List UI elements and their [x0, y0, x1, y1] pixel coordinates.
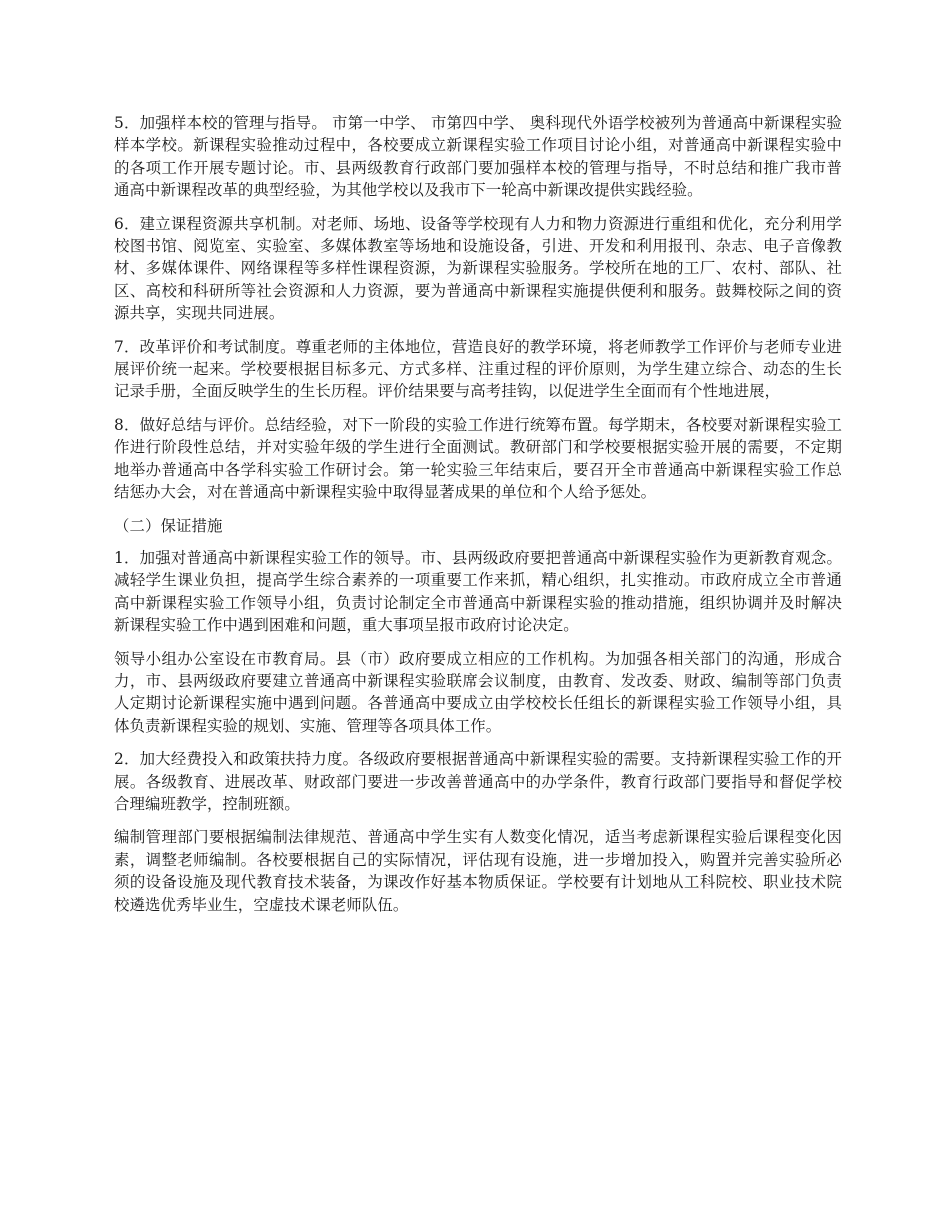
section-heading-guarantee-measures: （二）保证措施	[114, 516, 223, 535]
paragraph-item-6: 6．建立课程资源共享机制。对老师、场地、设备等学校现有人力和物力资源进行重组和优化，充分利用学校图书馆、阅览室、实验室、多媒体教室等场地和设施设备，引进、开发和利用报刊、杂志、电子音像教材、多媒体课件、网络课程等多样性课程资源，为新课程实验服务。学校所在地的工厂、农村、部队、社区、高校和科研所等社会资源和人力资源，要为普通高中新课程实施提供便利和服务。鼓舞校际之间的资源共享，实现共同进展。	[114, 214, 842, 323]
paragraph-item-5: 5．加强样本校的管理与指导。 市第一中学、 市第四中学、 奥科现代外语学校被列为普通高中新课程实验样本学校。新课程实验推动过程中，各校要成立新课程实验工作项目讨论小组，对普通高中新课程实验中的各项工作开展专题讨论。市、县两级教育行政部门要加强样本校的管理与指导，不时总结和推广我市普通高中新课程改革的典型经验，为其他学校以及我市下一轮高中新课改提供实践经验。	[114, 114, 842, 200]
paragraph-item-7: 7．改革评价和考试制度。尊重老师的主体地位，营造良好的教学环境，将老师教学工作评价与老师专业进展评价统一起来。学校要根据目标多元、方式多样、注重过程的评价原则，为学生建立综合、动态的生长记录手册，全面反映学生的生长历程。评价结果要与高考挂钩，以促进学生全面而有个性地进展，	[114, 337, 842, 401]
paragraph-measure-1: 1．加强对普通高中新课程实验工作的领导。市、县两级政府要把普通高中新课程实验作为更新教育观念。减轻学生课业负担，提高学生综合素养的一项重要工作来抓，精心组织，扎实推动。市政府成立全市普通高中新课程实验工作领导小组，负责讨论制定全市普通高中新课程实验的推动措施，组织协调并及时解决新课程实验工作中遇到困难和问题，重大事项呈报市政府讨论决定。	[114, 548, 842, 635]
paragraph-item-8: 8．做好总结与评价。总结经验，对下一阶段的实验工作进行统筹布置。每学期末，各校要对新课程实验工作进行阶段性总结，并对实验年级的学生进行全面测试。教研部门和学校要根据实验开展的需要，不定期地举办普通高中各学科实验工作研讨会。第一轮实验三年结束后，要召开全市普通高中新课程实验工作总结惩办大会，对在普通高中新课程实验中取得显著成果的单位和个人给予惩处。	[114, 415, 842, 502]
document-page	[114, 112, 842, 927]
paragraph-measure-2: 2．加大经费投入和政策扶持力度。各级政府要根据普通高中新课程实验的需要。支持新课程实验工作的开展。各级教育、进展改革、财政部门要进一步改善普通高中的办学条件，教育行政部门要指导和督促学校合理编班教学，控制班额。	[114, 750, 842, 813]
paragraph-leading-group-office: 领导小组办公室设在市教育局。县（市）政府要成立相应的工作机构。为加强各相关部门的沟通，形成合力，市、县两级政府要建立普通高中新课程实验联席会议制度，由教育、发改委、财政、编制等部门负责人定期讨论新课程实施中遇到问题。各普通高中要成立由学校校长任组长的新课程实验工作领导小组，具体负责新课程实验的规划、实施、管理等各项具体工作。	[114, 649, 842, 735]
paragraph-staffing-management: 编制管理部门要根据编制法律规范、普通高中学生实有人数变化情况，适当考虑新课程实验后课程变化因素，调整老师编制。各校要根据自己的实际情况，评估现有设施，进一步增加投入，购置并完善实验所必须的设备设施及现代教育技术装备，为课改作好基本物质保证。学校要有计划地从工科院校、职业技术院校遴选优秀毕业生，空虚技术课老师队伍。	[114, 828, 842, 914]
